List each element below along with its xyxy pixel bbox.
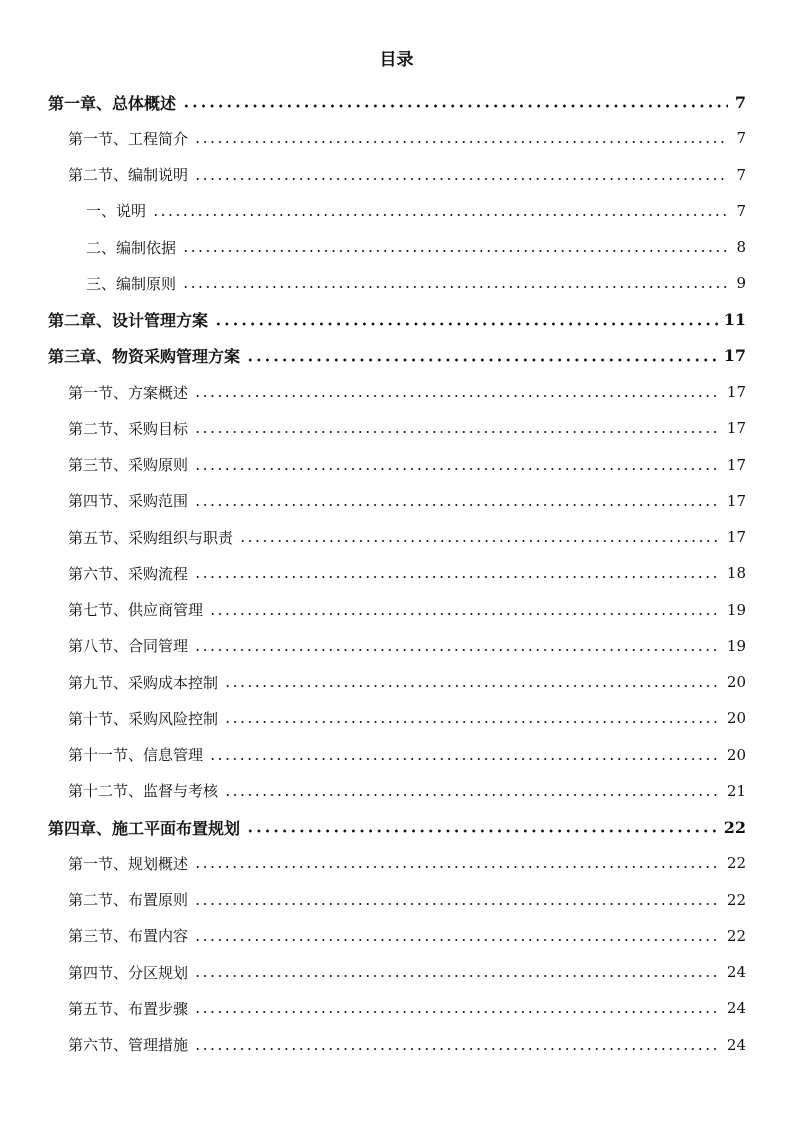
toc-dot-leader — [194, 902, 721, 906]
toc-page-number: 20 — [726, 709, 746, 728]
toc-dot-leader — [194, 648, 721, 652]
toc-entry-label: 第四节、分区规划 — [68, 963, 189, 982]
toc-page-number: 24 — [726, 963, 746, 982]
toc-section-entry[interactable] — [0, 882, 793, 918]
toc-dot-leader — [209, 757, 721, 761]
toc-list — [0, 84, 793, 1063]
toc-dot-leader — [209, 612, 721, 616]
toc-dot-leader — [182, 285, 728, 289]
toc-chapter-entry[interactable] — [0, 338, 793, 374]
toc-page-number: 7 — [736, 201, 746, 220]
toc-entry-label: 二、编制依据 — [86, 238, 177, 257]
toc-chapter-entry[interactable] — [0, 302, 793, 338]
toc-dot-leader — [194, 394, 721, 398]
toc-section-entry[interactable] — [0, 157, 793, 193]
toc-page-number: 19 — [726, 600, 746, 619]
toc-section-entry[interactable] — [0, 592, 793, 628]
toc-section-entry[interactable] — [0, 664, 793, 700]
toc-dot-leader — [182, 249, 728, 253]
toc-page-number: 7 — [734, 92, 746, 112]
toc-page-number: 17 — [726, 491, 746, 510]
toc-page-number: 11 — [723, 310, 746, 330]
toc-subsection-entry[interactable] — [0, 265, 793, 301]
toc-dot-leader — [224, 684, 721, 688]
toc-section-entry[interactable] — [0, 990, 793, 1026]
toc-section-entry[interactable] — [0, 483, 793, 519]
toc-title: 目录 — [379, 50, 414, 70]
toc-entry-label: 第二节、采购目标 — [68, 419, 189, 438]
toc-page-number: 24 — [726, 999, 746, 1018]
toc-section-entry[interactable] — [0, 519, 793, 555]
toc-dot-leader — [194, 140, 728, 144]
toc-page-number: 22 — [726, 926, 746, 945]
toc-dot-leader — [224, 793, 721, 797]
toc-entry-label: 第十一节、信息管理 — [68, 746, 204, 765]
toc-entry-label: 第五节、布置步骤 — [68, 999, 189, 1018]
toc-dot-leader — [194, 1010, 721, 1014]
toc-dot-leader — [194, 974, 721, 978]
toc-page-number: 20 — [726, 673, 746, 692]
toc-entry-label: 第十节、采购风险控制 — [68, 709, 219, 728]
toc-section-entry[interactable] — [0, 628, 793, 664]
toc-page-number: 19 — [726, 636, 746, 655]
toc-entry-label: 第二章、设计管理方案 — [48, 311, 209, 331]
toc-page-number: 24 — [726, 1035, 746, 1054]
toc-page-number: 17 — [726, 383, 746, 402]
toc-entry-label: 第二节、编制说明 — [68, 166, 189, 185]
toc-page-number: 17 — [726, 455, 746, 474]
toc-entry-label: 第六节、管理措施 — [68, 1036, 189, 1055]
toc-section-entry[interactable] — [0, 773, 793, 809]
toc-section-entry[interactable] — [0, 918, 793, 954]
toc-subsection-entry[interactable] — [0, 229, 793, 265]
toc-entry-label: 第一节、方案概述 — [68, 383, 189, 402]
toc-page-number: 17 — [726, 528, 746, 547]
toc-page-number: 17 — [723, 346, 746, 366]
toc-entry-label: 第三节、布置内容 — [68, 927, 189, 946]
toc-dot-leader — [182, 104, 728, 108]
toc-dot-leader — [194, 503, 721, 507]
toc-subsection-entry[interactable] — [0, 193, 793, 229]
toc-page-number: 20 — [726, 745, 746, 764]
toc-page-number: 9 — [736, 274, 746, 293]
toc-dot-leader — [152, 213, 728, 217]
toc-dot-leader — [246, 829, 718, 833]
toc-page-number: 8 — [736, 238, 746, 257]
toc-section-entry[interactable] — [0, 447, 793, 483]
toc-page-number: 22 — [726, 890, 746, 909]
toc-page-number: 7 — [736, 129, 746, 148]
toc-section-entry[interactable] — [0, 954, 793, 990]
toc-chapter-entry[interactable] — [0, 84, 793, 120]
toc-dot-leader — [224, 720, 721, 724]
toc-entry-label: 第九节、采购成本控制 — [68, 673, 219, 692]
toc-dot-leader — [194, 430, 721, 434]
toc-dot-leader — [194, 467, 721, 471]
toc-entry-label: 第八节、合同管理 — [68, 637, 189, 656]
toc-entry-label: 第一节、工程简介 — [68, 129, 189, 148]
toc-entry-label: 三、编制原则 — [86, 274, 177, 293]
toc-section-entry[interactable] — [0, 374, 793, 410]
toc-dot-leader — [194, 865, 721, 869]
toc-entry-label: 第二节、布置原则 — [68, 891, 189, 910]
toc-section-entry[interactable] — [0, 410, 793, 446]
toc-section-entry[interactable] — [0, 1027, 793, 1063]
toc-entry-label: 一、说明 — [86, 202, 147, 221]
toc-entry-label: 第七节、供应商管理 — [68, 601, 204, 620]
toc-page-number: 17 — [726, 419, 746, 438]
toc-section-entry[interactable] — [0, 120, 793, 156]
toc-dot-leader — [194, 177, 728, 181]
toc-dot-leader — [239, 539, 721, 543]
toc-entry-label: 第六节、采购流程 — [68, 564, 189, 583]
toc-page-number: 22 — [723, 817, 746, 837]
toc-dot-leader — [194, 1047, 721, 1051]
toc-section-entry[interactable] — [0, 737, 793, 773]
toc-entry-label: 第三章、物资采购管理方案 — [48, 347, 241, 367]
toc-entry-label: 第三节、采购原则 — [68, 456, 189, 475]
toc-entry-label: 第一节、规划概述 — [68, 854, 189, 873]
toc-page-number: 7 — [736, 165, 746, 184]
toc-dot-leader — [246, 358, 718, 362]
toc-entry-label: 第四节、采购范围 — [68, 492, 189, 511]
toc-section-entry[interactable] — [0, 555, 793, 591]
toc-page-number: 22 — [726, 854, 746, 873]
toc-dot-leader — [194, 938, 721, 942]
toc-entry-label: 第十二节、监督与考核 — [68, 782, 219, 801]
toc-chapter-entry[interactable] — [0, 809, 793, 845]
toc-page-number: 21 — [726, 781, 746, 800]
toc-section-entry[interactable] — [0, 700, 793, 736]
toc-section-entry[interactable] — [0, 845, 793, 881]
toc-dot-leader — [214, 322, 718, 326]
toc-entry-label: 第一章、总体概述 — [48, 93, 177, 113]
toc-entry-label: 第四章、施工平面布置规划 — [48, 818, 241, 838]
toc-entry-label: 第五节、采购组织与职责 — [68, 528, 234, 547]
toc-dot-leader — [194, 575, 721, 579]
toc-page-number: 18 — [726, 564, 746, 583]
